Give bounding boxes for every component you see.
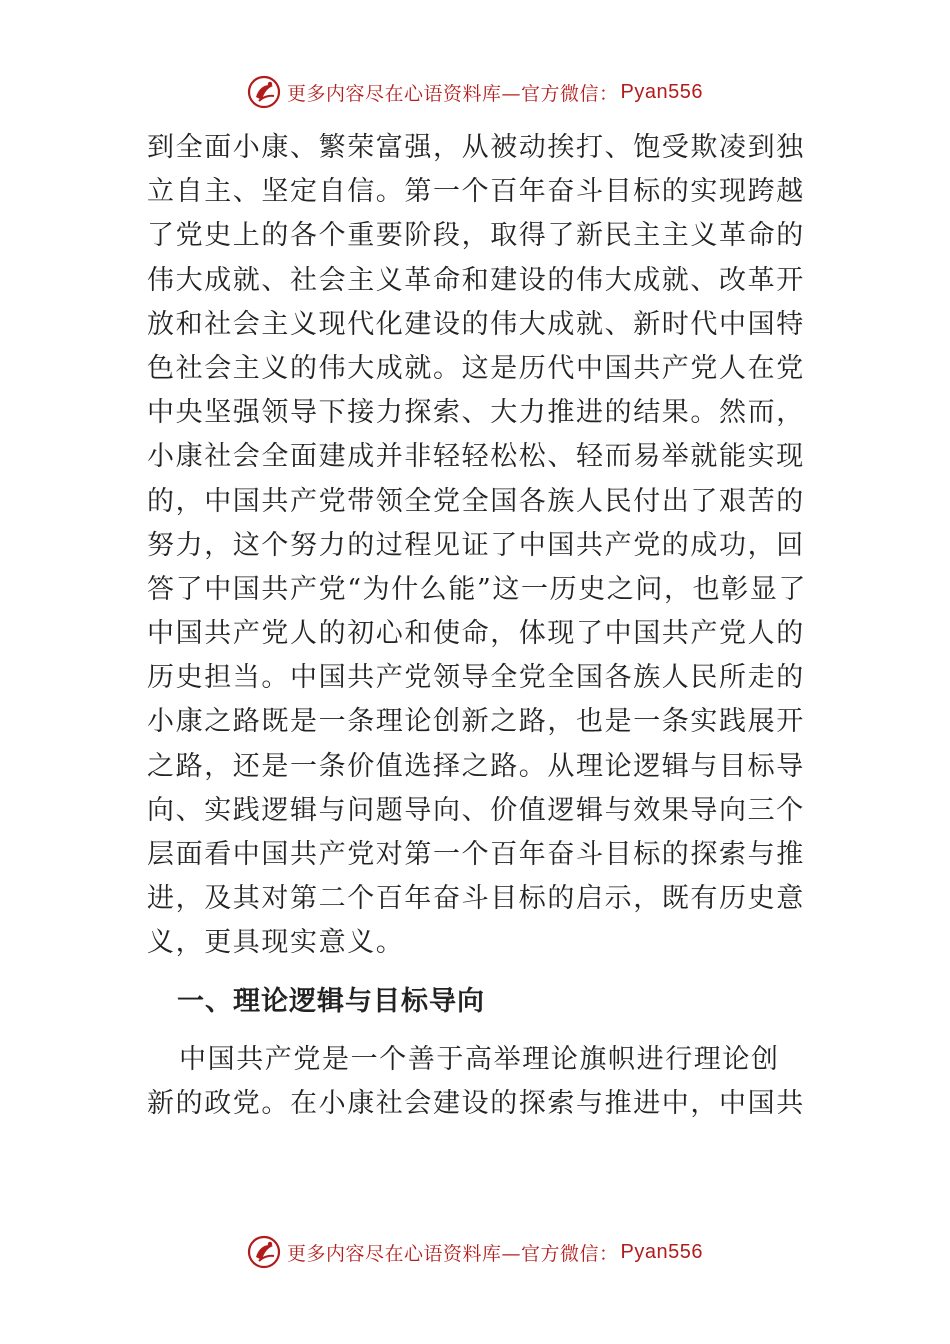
banner-text: 更多内容尽在心语资料库—官方微信： (287, 82, 619, 105)
header-banner (0, 72, 950, 112)
body-line: 层面看中国共产党对第一个百年奋斗目标的探索与推 (147, 839, 805, 870)
section-heading: 一、理论逻辑与目标导向 (177, 985, 485, 1017)
body-line: 进，及其对第二个百年奋斗目标的启示，既有历史意 (147, 883, 805, 915)
section-line: 中国共产党是一个善于高举理论旗帜进行理论创 (179, 1043, 780, 1075)
body-line: 中国共产党人的初心和使命，体现了中国共产党人的 (147, 618, 805, 650)
body-line: 中央坚强领导下接力探索、大力推进的结果。然而， (147, 397, 805, 429)
logo-icon (247, 75, 281, 109)
body-line: 立自主、坚定自信。第一个百年奋斗目标的实现跨越 (147, 176, 805, 208)
wechat-id: Pyan556 (620, 1240, 703, 1263)
body-line: 努力，这个努力的过程见证了中国共产党的成功，回 (147, 529, 805, 561)
body-line: 了党史上的各个重要阶段，取得了新民主主义革命的 (147, 220, 805, 252)
body-line: 伟大成就、社会主义革命和建设的伟大成就、改革开 (147, 264, 805, 296)
body-line: 到全面小康、繁荣富强，从被动挨打、饱受欺凌到独 (147, 132, 805, 163)
body-line: 答了中国共产党“为什么能”这一历史之问，也彰显了 (147, 573, 808, 605)
document-body (147, 126, 807, 1126)
body-line: 向、实践逻辑与问题导向、价值逻辑与效果导向三个 (147, 794, 805, 826)
body-line: 小康之路既是一条理论创新之路，也是一条实践展开 (147, 706, 805, 738)
body-line: 小康社会全面建成并非轻轻松松、轻而易举就能实现 (147, 441, 805, 473)
logo-icon (247, 1235, 281, 1269)
body-line: 色社会主义的伟大成就。这是历代中国共产党人在党 (147, 352, 805, 384)
footer-banner (0, 1232, 950, 1272)
body-line: 放和社会主义现代化建设的伟大成就、新时代中国特 (147, 308, 805, 340)
body-line: 的，中国共产党带领全党全国各族人民付出了艰苦的 (147, 485, 805, 517)
body-line: 之路，还是一条价值选择之路。从理论逻辑与目标导 (147, 750, 805, 782)
body-line: 历史担当。中国共产党领导全党全国各族人民所走的 (147, 662, 805, 694)
body-line: 义，更具现实意义。 (147, 927, 405, 959)
section-line: 新的政党。在小康社会建设的探索与推进中，中国共 (147, 1087, 805, 1119)
banner-text: 更多内容尽在心语资料库—官方微信： (287, 1242, 619, 1265)
wechat-id: Pyan556 (620, 80, 703, 103)
